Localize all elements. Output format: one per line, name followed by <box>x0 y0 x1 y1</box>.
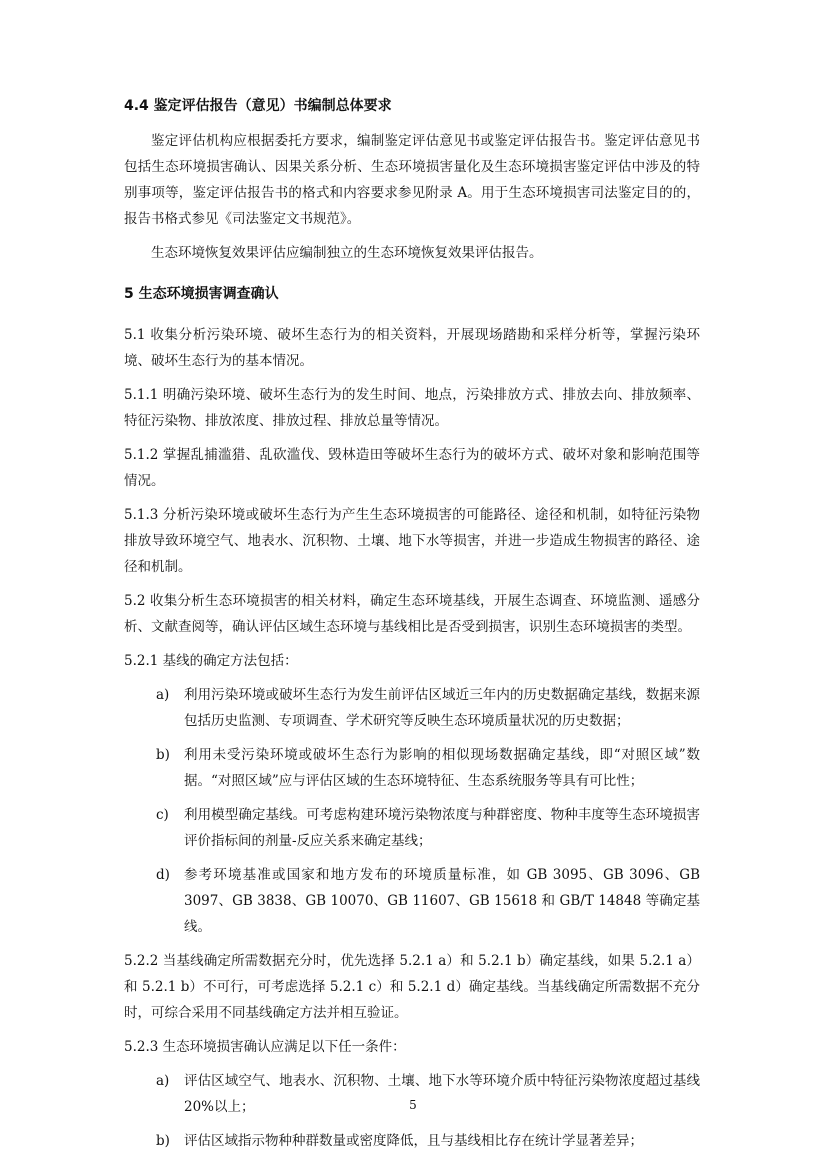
section-4-4-paragraph-2: 生态环境恢复效果评估应编制独立的生态环境恢复效果评估报告。 <box>151 245 543 261</box>
list-marker: a) <box>156 687 170 703</box>
clause-5-2-1: 5.2.1 基线的确定方法包括： <box>124 653 298 669</box>
list-item-text: 利用未受污染环境或破坏生态行为影响的相似现场数据确定基线，即“对照区域”数据。“对照区域”应与评估区域的生态环境特征、生态系统服务等具有可比性； <box>184 747 700 789</box>
baseline-method-list <box>124 682 700 940</box>
list-item <box>124 802 700 854</box>
list-marker: d) <box>156 867 170 883</box>
clause-5-1-2: 5.1.2 掌握乱捕滥猎、乱砍滥伐、毁林造田等破坏生态行为的破坏方式、破坏对象和影响范围等情况。 <box>124 447 700 489</box>
list-item <box>124 682 700 734</box>
list-item <box>124 862 700 940</box>
list-item-text: 利用污染环境或破坏生态行为发生前评估区域近三年内的历史数据确定基线，数据来源包括历史监测、专项调查、学术研究等反映生态环境质量状况的历史数据； <box>184 687 700 729</box>
clause-5-2-3: 5.2.3 生态环境损害确认应满足以下任一条件： <box>124 1039 406 1055</box>
list-item <box>124 742 700 794</box>
list-marker: b) <box>156 747 170 763</box>
page-number: 5 <box>409 1098 417 1112</box>
clause-5-2-2: 5.2.2 当基线确定所需数据充分时，优先选择 5.2.1 a）和 5.2.1 b）确定基线，如果 5.2.1 a）和 5.2.1 b）不可行，可考虑选择 5.2.1 c）和 5.2.1 d）确定基线。当基线确定所需数据不充分时，可综合采用不同基线确定方法并相互验证。 <box>124 953 700 1021</box>
clause-5-1-3: 5.1.3 分析污染环境或破坏生态行为产生生态环境损害的可能路径、途径和机制，如特征污染物排放导致环境空气、地表水、沉积物、土壤、地下水等损害，并进一步造成生物损害的路径、途径和机制。 <box>124 507 700 575</box>
list-item <box>124 1068 700 1120</box>
clause-5-1: 5.1 收集分析污染环境、破坏生态行为的相关资料，开展现场踏勘和采样分析等，掌握污染环境、破坏生态行为的基本情况。 <box>124 327 700 369</box>
clause-5-2: 5.2 收集分析生态环境损害的相关材料，确定生态环境基线，开展生态调查、环境监测、遥感分析、文献查阅等，确认评估区域生态环境与基线相比是否受到损害，识别生态环境损害的类型。 <box>124 593 700 635</box>
list-item-text: 评估区域指示物种种群数量或密度降低，且与基线相比存在统计学显著差异； <box>184 1133 643 1149</box>
list-marker: b) <box>156 1133 170 1149</box>
list-item-text: 参考环境基准或国家和地方发布的环境质量标准，如 GB 3095、GB 3096、GB 3097、GB 3838、GB 10070、GB 11607、GB 15618 和 GB/T 14848 等确定基线。 <box>184 867 700 935</box>
clause-5-1-1: 5.1.1 明确污染环境、破坏生态行为的发生时间、地点，污染排放方式、排放去向、排放频率、特征污染物、排放浓度、排放过程、排放总量等情况。 <box>124 387 700 429</box>
page-content <box>124 92 700 1162</box>
section-5-title: 5 生态环境损害调查确认 <box>124 286 279 302</box>
list-marker: c) <box>156 807 169 823</box>
list-marker: a) <box>156 1073 170 1089</box>
list-item <box>124 1128 700 1154</box>
section-4-4-paragraph-1: 鉴定评估机构应根据委托方要求，编制鉴定评估意见书或鉴定评估报告书。鉴定评估意见书包括生态环境损害确认、因果关系分析、生态环境损害量化及生态环境损害鉴定评估中涉及的特别事项等，鉴定评估报告书的格式和内容要求参见附录 A。用于生态环境损害司法鉴定目的的，报告书格式参见《司法鉴定文书规范》。 <box>124 133 700 227</box>
list-item-text: 利用模型确定基线。可考虑构建环境污染物浓度与种群密度、物种丰度等生态环境损害评价指标间的剂量-反应关系来确定基线； <box>184 807 700 849</box>
section-4-4-title: 4.4 鉴定评估报告（意见）书编制总体要求 <box>124 98 392 114</box>
list-item-text: 评估区域空气、地表水、沉积物、土壤、地下水等环境介质中特征污染物浓度超过基线 20%以上； <box>184 1073 700 1115</box>
